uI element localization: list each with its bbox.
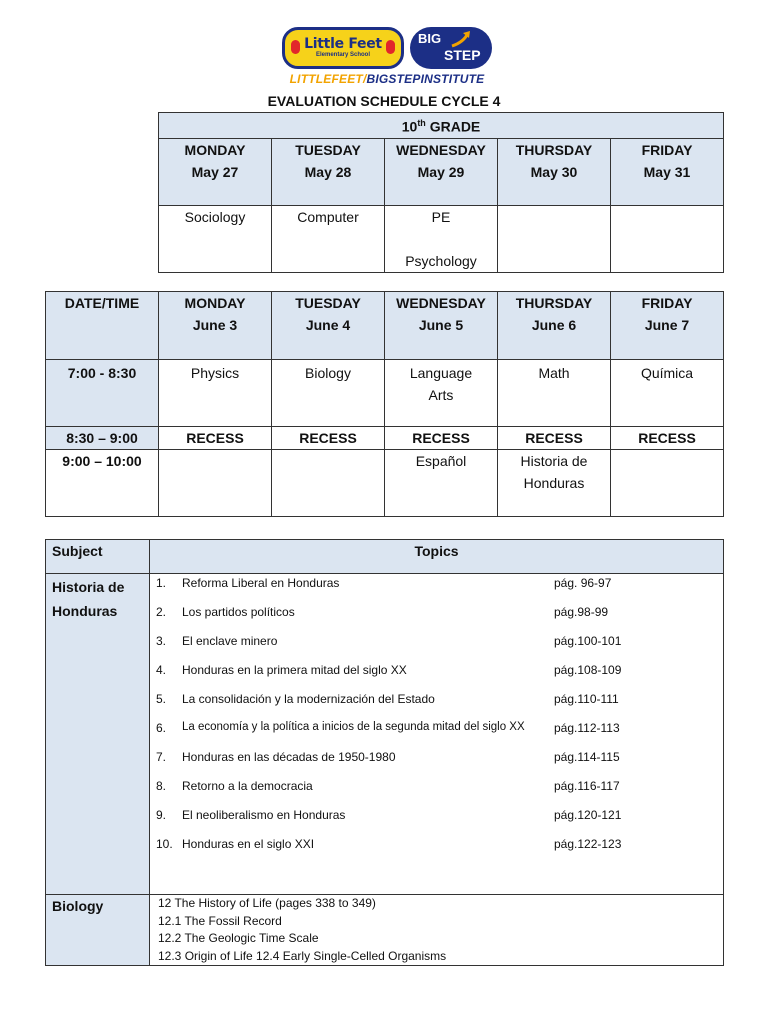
day-date: June 6 (531, 317, 577, 333)
topic-number: 5. (156, 692, 167, 706)
subject-header (46, 540, 150, 574)
recess-cell (272, 427, 385, 450)
subject-name-line: Honduras (52, 603, 118, 619)
day-name: WEDNESDAY (396, 295, 486, 311)
topic-item (150, 835, 723, 864)
subject-biology (46, 895, 150, 966)
topic-item (150, 690, 723, 719)
time-label: 9:00 – 10:00 (62, 453, 142, 469)
schedule-cell (272, 360, 385, 427)
subject-text: Español (415, 453, 467, 469)
topic-text: La economía y la política a inicios de la segunda mitad del siglo XX (182, 721, 525, 733)
schedule-cell (385, 205, 498, 272)
day-date: May 31 (643, 163, 691, 180)
schedule-cell (272, 205, 385, 272)
page-title: EVALUATION SCHEDULE CYCLE 4 (267, 93, 501, 109)
day-date: June 7 (644, 317, 690, 333)
day-date: May 27 (191, 163, 239, 180)
grade-label: GRADE (425, 118, 481, 135)
day-date: May 30 (530, 163, 578, 180)
topic-number: 8. (156, 779, 167, 793)
day-header-tuesday (272, 138, 385, 205)
topics-header (150, 540, 724, 574)
subject-text: PE (431, 208, 451, 225)
banner-part1: LITTLEFEET/ (289, 72, 367, 86)
topic-number: 1. (156, 576, 167, 590)
schedule-cell (498, 360, 611, 427)
datetime-label: DATE/TIME (64, 295, 140, 311)
subject-text: Language (409, 365, 473, 381)
topic-item (150, 777, 723, 806)
week2-schedule-table (45, 291, 724, 517)
recess-cell (385, 427, 498, 450)
topic-text: El neoliberalismo en Honduras (182, 808, 346, 822)
grade-header (159, 113, 724, 139)
foot-icon (386, 40, 395, 54)
topic-item (150, 748, 723, 777)
day-name: MONDAY (184, 141, 246, 158)
foot-icon (291, 40, 300, 54)
recess-cell (498, 427, 611, 450)
topic-number: 9. (156, 808, 167, 822)
topic-text: Retorno a la democracia (182, 779, 313, 793)
logo-step-text: STEP (444, 47, 481, 63)
topic-page: pág.108-109 (554, 663, 622, 677)
topic-item (150, 603, 723, 632)
schedule-cell (272, 450, 385, 517)
subject-text: Química (640, 365, 694, 381)
subject-text: Arts (428, 387, 454, 403)
day-date: May 29 (417, 163, 465, 180)
recess-label: RECESS (638, 430, 696, 446)
logo-little-feet-text: Little Feet (304, 36, 382, 52)
day-name: FRIDAY (641, 295, 693, 311)
recess-label: RECESS (299, 430, 357, 446)
day-header-tuesday (272, 292, 385, 360)
day-header-friday (611, 292, 724, 360)
little-feet-logo (282, 27, 404, 69)
topic-page: pág. 96-97 (554, 576, 612, 590)
topic-text: Los partidos políticos (182, 605, 295, 619)
topic-text: Reforma Liberal en Honduras (182, 576, 340, 590)
topic-item (150, 632, 723, 661)
topic-item (150, 806, 723, 835)
topic-number: 10. (156, 837, 173, 851)
biology-topic: 12.3 Origin of Life 12.4 Early Single-Celled Organisms (158, 948, 447, 963)
schedule-cell (498, 205, 611, 272)
topic-text: Honduras en el siglo XXI (182, 837, 315, 851)
topic-item (150, 574, 723, 603)
schedule-cell (159, 450, 272, 517)
biology-topics-list (150, 895, 724, 966)
subject-text: Historia de (520, 453, 588, 469)
day-name: MONDAY (184, 295, 246, 311)
topic-page: pág.116-117 (554, 779, 620, 793)
day-name: THURSDAY (515, 295, 593, 311)
schedule-cell (159, 205, 272, 272)
topic-number: 2. (156, 605, 167, 619)
day-date: June 5 (418, 317, 464, 333)
time-slot (46, 450, 159, 517)
recess-cell (159, 427, 272, 450)
subject-text: Biology (305, 365, 351, 381)
subject-text: Computer (297, 208, 359, 225)
time-slot (46, 427, 159, 450)
day-header-friday (611, 138, 724, 205)
topics-table (45, 539, 724, 966)
day-header-thursday (498, 138, 611, 205)
day-header-monday (159, 292, 272, 360)
subject-text: Psychology (405, 252, 477, 269)
subject-historia (46, 574, 150, 895)
topic-page: pág.110-111 (554, 692, 619, 706)
topic-page: pág.100-101 (554, 634, 622, 648)
schedule-cell (498, 450, 611, 517)
schedule-cell (385, 450, 498, 517)
biology-topic: 12.1 The Fossil Record (158, 913, 282, 928)
grade-suffix: th (417, 118, 426, 128)
topic-number: 4. (156, 663, 167, 677)
subject-header-label: Subject (52, 543, 103, 559)
biology-topic: 12 The History of Life (pages 338 to 349) (158, 896, 376, 910)
recess-label: RECESS (412, 430, 470, 446)
day-name: WEDNESDAY (396, 141, 486, 158)
schedule-cell (159, 360, 272, 427)
day-name: TUESDAY (295, 141, 361, 158)
recess-cell (611, 427, 724, 450)
topic-page: pág.120-121 (554, 808, 622, 822)
topic-number: 6. (156, 721, 167, 735)
subject-name-line: Historia de (52, 579, 125, 595)
day-date: June 4 (305, 317, 351, 333)
day-header-wednesday (385, 292, 498, 360)
day-date: May 28 (304, 163, 352, 180)
topic-item (150, 661, 723, 690)
day-name: TUESDAY (295, 295, 361, 311)
time-slot (46, 360, 159, 427)
subject-text: Honduras (523, 475, 585, 491)
banner-part2: BIGSTEPINSTITUTE (366, 72, 485, 86)
day-name: FRIDAY (641, 141, 693, 158)
day-header-monday (159, 138, 272, 205)
schedule-cell (611, 450, 724, 517)
biology-topic: 12.2 The Geologic Time Scale (158, 931, 319, 945)
topics-header-label: Topics (414, 543, 459, 559)
day-date: June 3 (192, 317, 238, 333)
subject-name-line: Biology (52, 898, 104, 914)
schedule-cell (385, 360, 498, 427)
grade-number: 10 (401, 118, 418, 135)
subject-text: Math (538, 365, 570, 381)
schedule-cell (611, 360, 724, 427)
schedule-cell (611, 205, 724, 272)
topic-page: pág.122-123 (554, 837, 622, 851)
topic-text: La consolidación y la modernización del Estado (182, 692, 435, 706)
historia-topics-list (150, 574, 724, 895)
day-name: THURSDAY (515, 141, 593, 158)
datetime-header (46, 292, 159, 360)
subject-text: Physics (190, 365, 240, 381)
subject-text: Sociology (184, 208, 246, 225)
topic-page: pág.114-115 (554, 750, 620, 764)
topic-text: El enclave minero (182, 634, 278, 648)
arrow-icon (450, 30, 474, 48)
topic-page: pág.98-99 (554, 605, 609, 619)
week1-schedule-table (158, 112, 724, 273)
topic-number: 7. (156, 750, 167, 764)
logo-big-text: BIG (418, 31, 442, 46)
recess-label: RECESS (186, 430, 244, 446)
recess-label: RECESS (525, 430, 583, 446)
time-label: 8:30 – 9:00 (66, 430, 138, 446)
big-step-logo (410, 27, 492, 69)
topic-text: Honduras en las décadas de 1950-1980 (182, 750, 396, 764)
day-header-thursday (498, 292, 611, 360)
institute-banner (282, 72, 492, 86)
topic-item (150, 719, 723, 748)
topic-text: Honduras en la primera mitad del siglo XX (182, 663, 407, 677)
topic-page: pág.112-113 (554, 721, 620, 735)
day-header-wednesday (385, 138, 498, 205)
logo-elementary-text: Elementary School (315, 52, 371, 58)
topic-number: 3. (156, 634, 167, 648)
time-label: 7:00 - 8:30 (67, 365, 137, 381)
